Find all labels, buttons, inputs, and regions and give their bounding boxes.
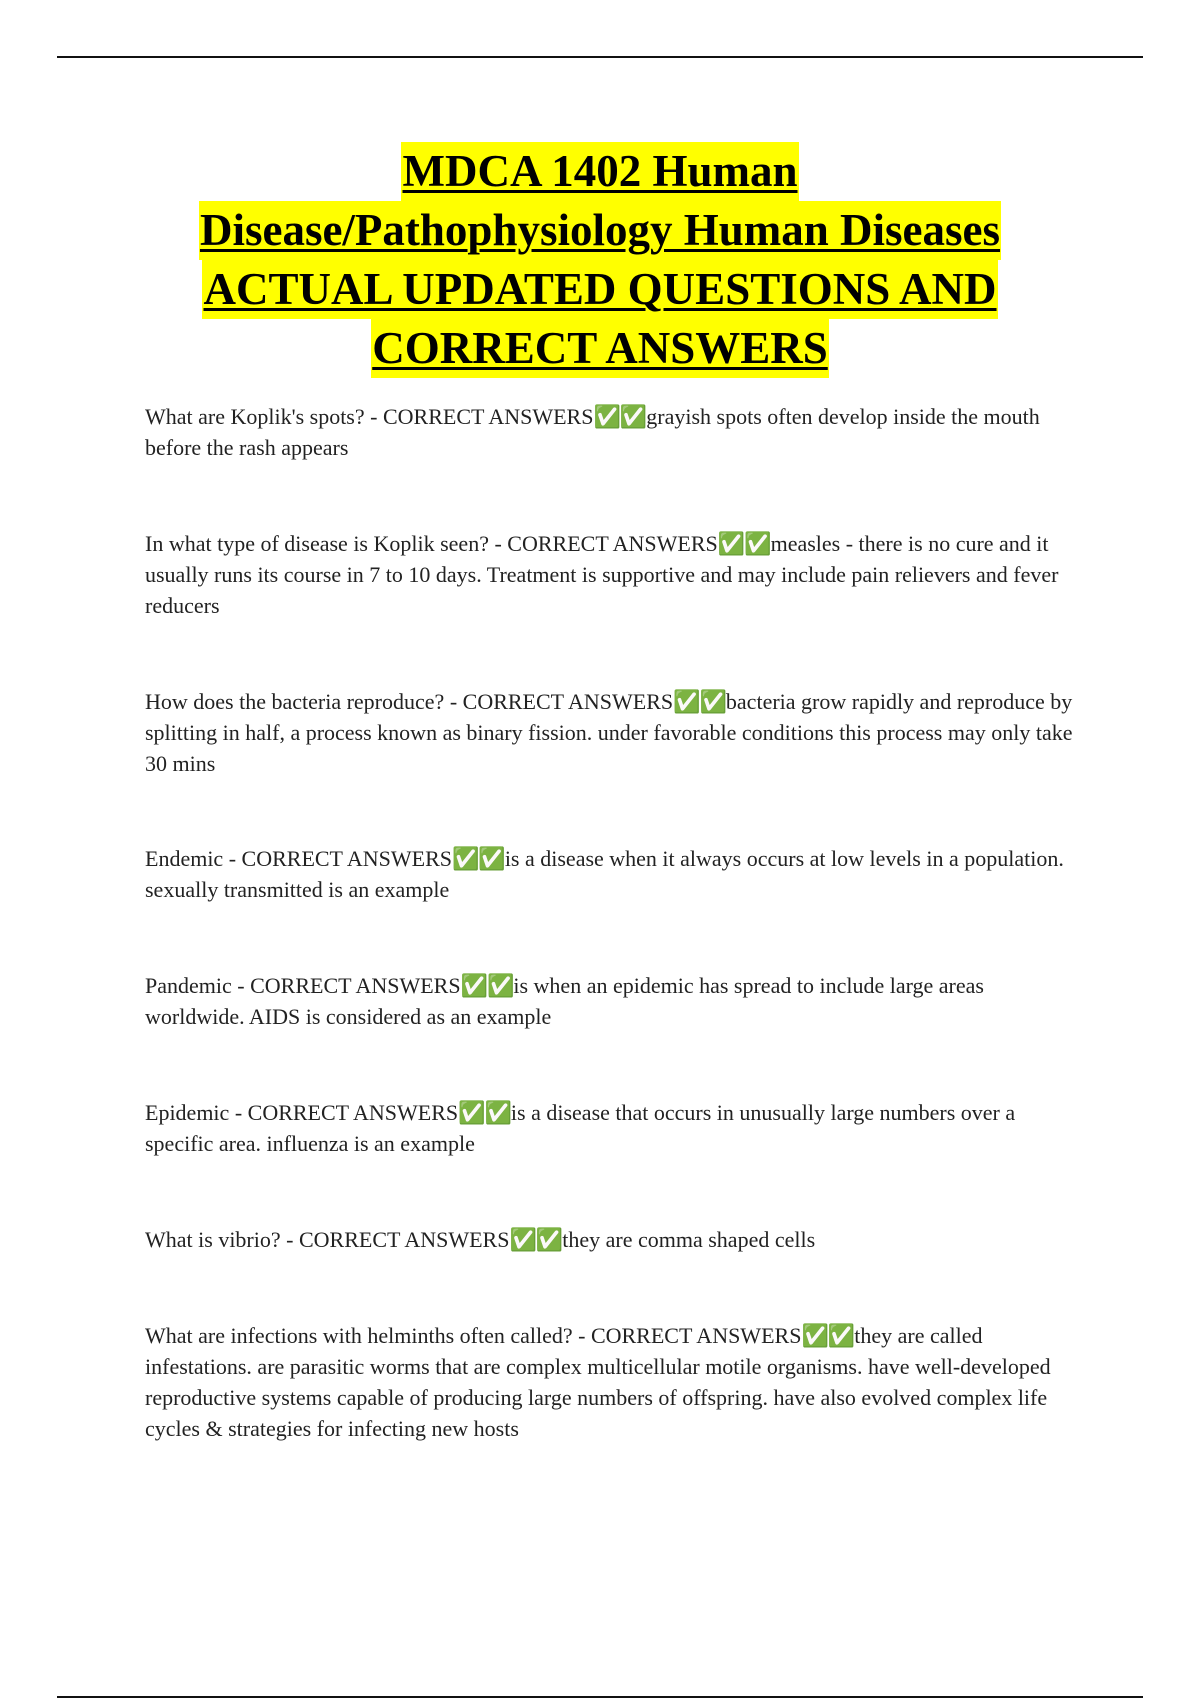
double-check-icon: ✅✅: [801, 1323, 855, 1348]
qa-entry: [145, 401, 1075, 463]
footer-rule: [57, 1696, 1143, 1698]
answer-text: they are called infestations. are parasitic worms that are complex multicellular motile organisms. have well-developed reproductive systems capable of producing large numbers of offspring. have also evolved complex life cycles & strategies for infecting new hosts: [145, 1323, 1051, 1441]
qa-entry: [145, 1320, 1075, 1444]
double-check-icon: ✅✅: [593, 404, 647, 429]
question-text: What is vibrio?: [145, 1227, 281, 1252]
double-check-icon: ✅✅: [452, 846, 505, 871]
answer-text: is a disease that occurs in unusually large numbers over a specific area. influenza is an example: [145, 1100, 1016, 1156]
question-text: Epidemic: [145, 1100, 230, 1125]
title-line-2: Disease/Pathophysiology Human Diseases: [199, 201, 1001, 260]
qa-entry: [145, 528, 1075, 621]
question-text: In what type of disease is Koplik seen?: [145, 531, 489, 556]
answer-text: is when an epidemic has spread to include large areas worldwide. AIDS is considered as an example: [145, 973, 984, 1029]
answer-label: - CORRECT ANSWERS: [223, 846, 453, 871]
answer-text: is a disease when it always occurs at low levels in a population. sexually transmitted is an example: [145, 846, 1064, 902]
question-text: What are Koplik's spots?: [145, 404, 365, 429]
double-check-icon: ✅✅: [460, 973, 514, 998]
double-check-icon: ✅✅: [509, 1227, 563, 1252]
header-rule: [57, 56, 1143, 58]
document-title: [100, 142, 1100, 378]
double-check-icon: ✅✅: [458, 1100, 511, 1125]
answer-label: - CORRECT ANSWERS: [231, 973, 461, 998]
double-check-icon: ✅✅: [717, 531, 771, 556]
answer-label: - CORRECT ANSWERS: [364, 404, 594, 429]
answer-label: - CORRECT ANSWERS: [572, 1323, 802, 1348]
answer-label: - CORRECT ANSWERS: [488, 531, 718, 556]
qa-entry: [145, 1224, 1075, 1255]
title-line-4: CORRECT ANSWERS: [371, 319, 829, 378]
qa-entry: [145, 970, 1075, 1032]
answer-label: - CORRECT ANSWERS: [444, 689, 674, 714]
question-text: Pandemic: [145, 973, 232, 998]
qa-entry: [145, 1097, 1075, 1159]
double-check-icon: ✅✅: [673, 689, 726, 714]
question-text: What are infections with helminths often called?: [145, 1323, 573, 1348]
answer-text: they are comma shaped cells: [562, 1227, 816, 1252]
answer-text: grayish spots often develop inside the mouth before the rash appears: [145, 404, 1040, 460]
question-text: How does the bacteria reproduce?: [145, 689, 445, 714]
answer-label: - CORRECT ANSWERS: [280, 1227, 510, 1252]
qa-entry: [145, 843, 1075, 905]
answer-text: bacteria grow rapidly and reproduce by splitting in half, a process known as binary fission. under favorable conditions this process may only take 30 mins: [145, 689, 1073, 776]
title-line-1: MDCA 1402 Human: [401, 142, 798, 201]
answer-label: - CORRECT ANSWERS: [229, 1100, 459, 1125]
qa-entry: [145, 686, 1075, 779]
title-line-3: ACTUAL UPDATED QUESTIONS AND: [202, 260, 997, 319]
question-text: Endemic: [145, 846, 224, 871]
answer-text: measles - there is no cure and it usually runs its course in 7 to 10 days. Treatment is supportive and may include pain relievers and fever reducers: [145, 531, 1059, 618]
